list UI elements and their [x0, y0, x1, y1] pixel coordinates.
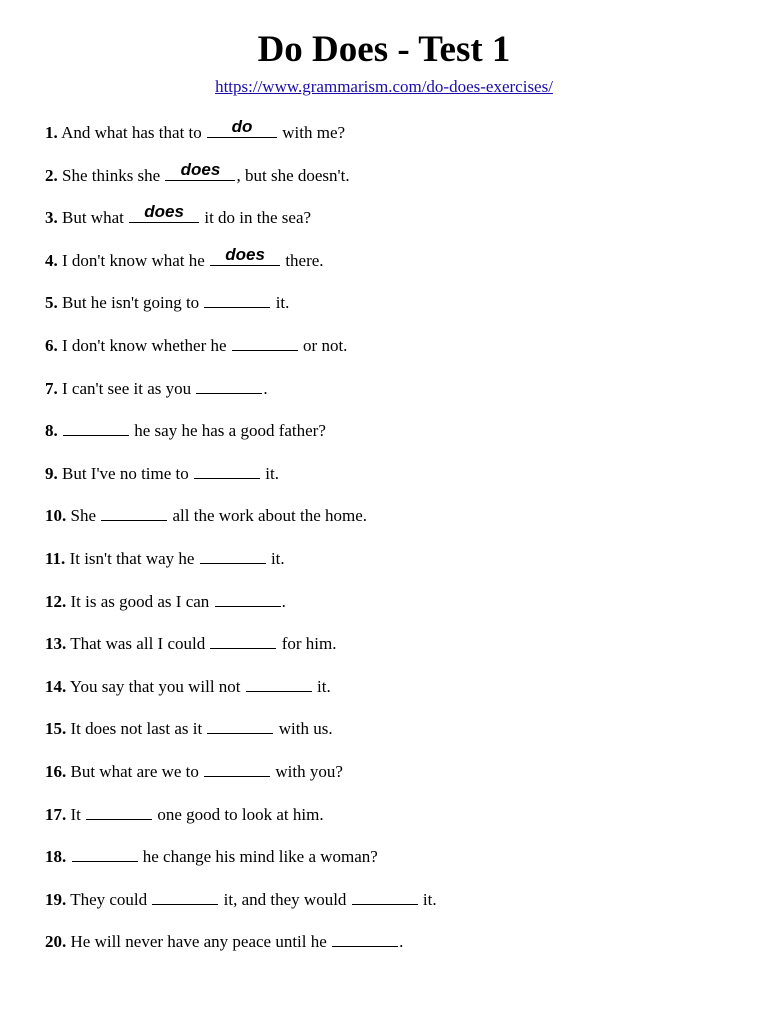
- answer-blank[interactable]: [194, 463, 260, 479]
- question-text: She thinks she: [62, 165, 165, 185]
- answer-blank[interactable]: [215, 591, 281, 607]
- question-item: [45, 291, 745, 334]
- question-text: She: [70, 506, 101, 526]
- answer-blank[interactable]: [86, 804, 152, 820]
- answer-blank[interactable]: [352, 889, 418, 905]
- question-text: But I've no time to: [62, 463, 194, 483]
- question-text: for him.: [277, 634, 337, 654]
- question-text: I don't know whether he: [62, 335, 231, 355]
- question-text: it.: [418, 889, 437, 909]
- question-number: 6.: [45, 335, 58, 355]
- question-text: That was all I could: [70, 634, 210, 654]
- question-text: I can't see it as you: [62, 378, 196, 398]
- question-text: he say he has a good father?: [130, 421, 326, 441]
- answer-blank[interactable]: [246, 676, 312, 692]
- question-text: he change his mind like a woman?: [138, 847, 378, 867]
- question-text: But he isn't going to: [62, 293, 204, 313]
- question-text: with you?: [271, 761, 343, 781]
- question-number: 11.: [45, 548, 66, 568]
- question-item: [45, 717, 745, 760]
- question-number: 4.: [45, 250, 58, 270]
- answer-blank[interactable]: [207, 718, 273, 734]
- question-text: It: [70, 804, 86, 824]
- question-list: [45, 117, 745, 973]
- answer-blank[interactable]: [101, 505, 167, 521]
- page-title: Do Does - Test 1: [257, 29, 511, 70]
- question-number: 14.: [45, 676, 67, 696]
- question-item: [45, 117, 745, 164]
- question-item: [45, 760, 745, 803]
- answer-blank[interactable]: [165, 159, 235, 181]
- question-text: all the work about the home.: [168, 506, 368, 526]
- answer-blank[interactable]: [332, 931, 398, 947]
- question-text: It does not last as it: [70, 719, 207, 739]
- answer-blank[interactable]: [72, 846, 138, 862]
- answer-blank[interactable]: [63, 420, 129, 436]
- question-text: , but she doesn't.: [236, 165, 350, 185]
- answer-blank[interactable]: [196, 378, 262, 394]
- question-item: [45, 462, 745, 505]
- question-text: it, and they would: [219, 889, 351, 909]
- question-item: [45, 632, 745, 675]
- question-item: [45, 803, 745, 846]
- question-item: [45, 244, 745, 292]
- question-item: [45, 377, 745, 420]
- question-number: 3.: [45, 208, 58, 228]
- question-text: or not.: [298, 335, 348, 355]
- question-text: one good to look at him.: [153, 804, 324, 824]
- question-number: 13.: [45, 634, 67, 654]
- question-text: it do in the sea?: [200, 208, 312, 228]
- filled-answer: do: [231, 117, 253, 136]
- question-item: [45, 547, 745, 590]
- question-text: You say that you will not: [69, 676, 245, 696]
- question-item: [45, 675, 745, 718]
- question-number: 18.: [45, 847, 67, 867]
- answer-blank[interactable]: [200, 548, 266, 564]
- question-number: 19.: [45, 889, 67, 909]
- answer-blank[interactable]: [204, 761, 270, 777]
- question-text: with me?: [278, 123, 346, 142]
- question-number: 20.: [45, 932, 67, 952]
- question-text: .: [281, 591, 286, 611]
- question-text: with us.: [274, 719, 333, 739]
- question-text: They could: [70, 889, 152, 909]
- filled-answer: does: [225, 244, 265, 264]
- question-number: 5.: [45, 293, 58, 313]
- question-number: 7.: [45, 378, 58, 398]
- question-text: It is as good as I can: [70, 591, 214, 611]
- question-item: [45, 845, 745, 888]
- answer-blank[interactable]: [129, 202, 199, 223]
- question-text: it.: [266, 548, 285, 568]
- question-text: It isn't that way he: [69, 548, 199, 568]
- question-item: [45, 930, 745, 973]
- filled-answer: does: [144, 202, 184, 222]
- answer-blank[interactable]: [207, 117, 277, 138]
- question-number: 1.: [45, 123, 58, 142]
- answer-blank[interactable]: [152, 889, 218, 905]
- question-item: [45, 334, 745, 377]
- question-number: 12.: [45, 591, 67, 611]
- question-item: [45, 419, 745, 462]
- answer-blank[interactable]: [232, 335, 298, 351]
- question-number: 2.: [45, 165, 58, 185]
- question-text: And what has that to: [61, 123, 207, 142]
- question-text: I don't know what he: [62, 250, 210, 270]
- question-text: .: [263, 378, 268, 398]
- question-text: He will never have any peace until he: [70, 932, 332, 952]
- question-text: it.: [271, 293, 290, 313]
- question-number: 10.: [45, 506, 67, 526]
- question-item: [45, 590, 745, 633]
- question-number: 9.: [45, 463, 58, 483]
- question-text: But what: [62, 208, 129, 228]
- question-item: [45, 159, 745, 207]
- filled-answer: does: [180, 159, 221, 179]
- question-number: 8.: [45, 421, 58, 441]
- question-item: [45, 202, 745, 249]
- question-text: But what are we to: [70, 761, 204, 781]
- question-text: there.: [281, 250, 324, 270]
- source-link[interactable]: https://www.grammarism.com/do-does-exercises/: [215, 77, 553, 96]
- question-text: it.: [261, 463, 279, 483]
- answer-blank[interactable]: [210, 244, 280, 266]
- answer-blank[interactable]: [210, 633, 276, 649]
- question-number: 16.: [45, 761, 67, 781]
- question-number: 17.: [45, 804, 67, 824]
- question-item: [45, 504, 745, 547]
- question-item: [45, 888, 745, 931]
- question-text: .: [399, 932, 404, 952]
- answer-blank[interactable]: [204, 292, 270, 308]
- question-number: 15.: [45, 719, 67, 739]
- question-text: it.: [312, 676, 331, 696]
